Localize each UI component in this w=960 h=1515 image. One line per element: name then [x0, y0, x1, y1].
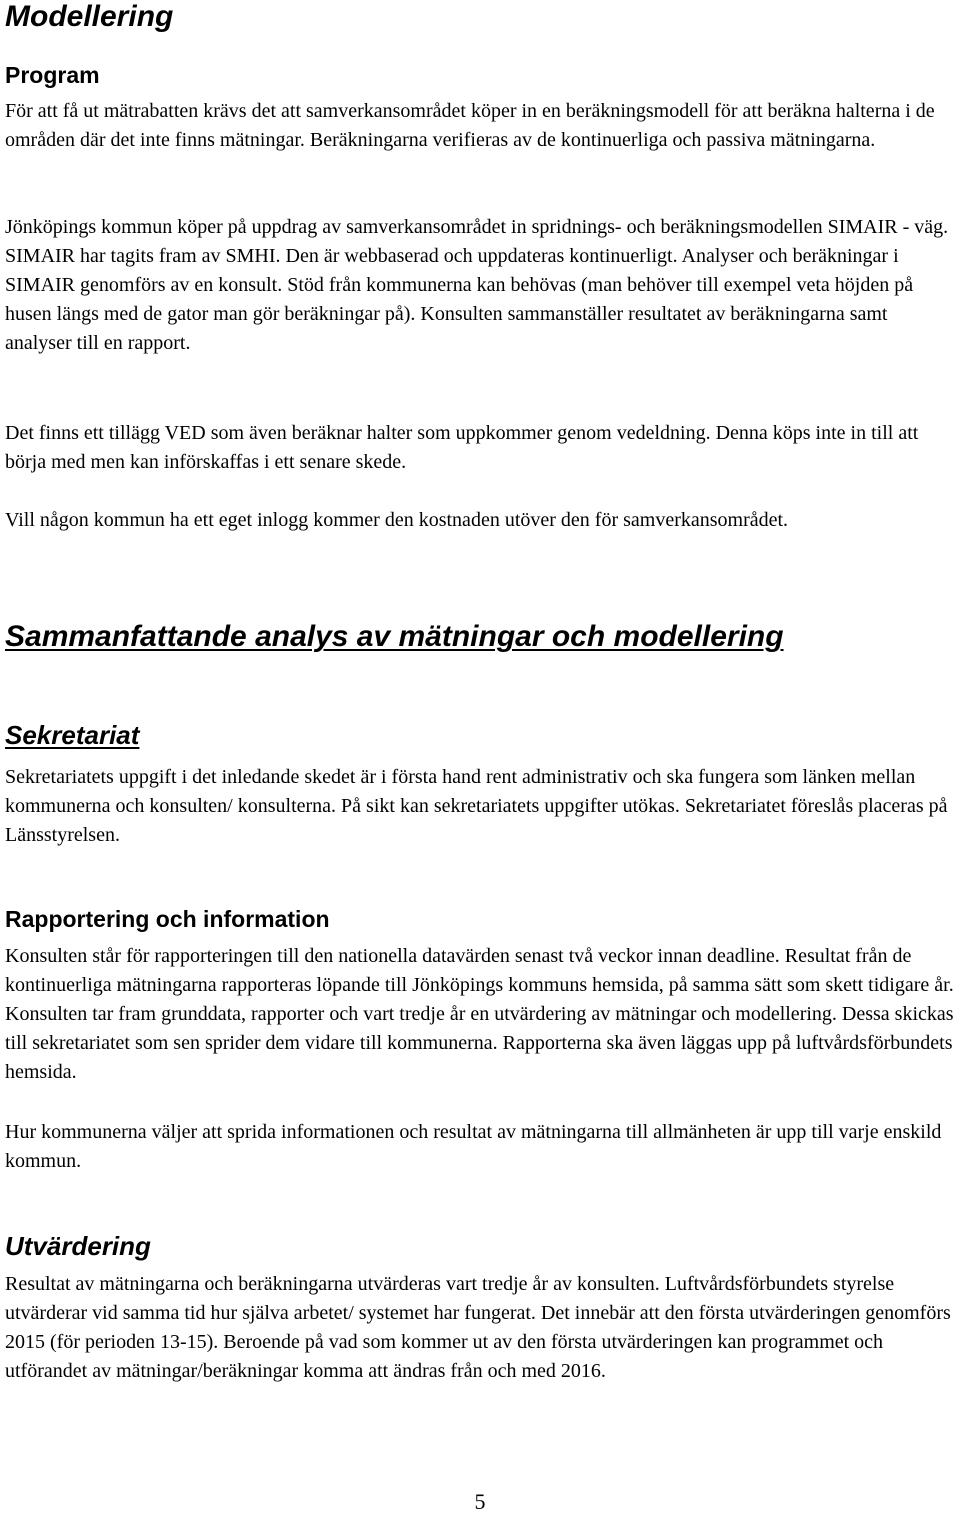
program-paragraph-4: Vill någon kommun ha ett eget inlogg kommer den kostnaden utöver den för samverkansområdet. [5, 509, 789, 531]
page-number: 5 [474, 1489, 486, 1514]
rapportering-paragraph-2: Hur kommunerna väljer att sprida informationen och resultat av mätningarna till allmänheten är upp till varje enskild kommun. [5, 1121, 942, 1172]
program-paragraph-3: Det finns ett tillägg VED som även beräknar halter som uppkommer genom vedeldning. Denna köps inte in till att börja med men kan införskaffas i ett senare skede. [5, 422, 919, 473]
sekretariat-paragraph: Sekretariatets uppgift i det inledande skedet är i första hand rent administrativ och ska fungera som länken mellan kommunerna och konsulten/ konsulterna. På sikt kan sekretariatets uppgifter utökas. Sekretariatet föreslås placeras på Länsstyrelsen. [5, 766, 948, 846]
heading-modellering: Modellering [5, 0, 174, 33]
rapportering-paragraph-1: Konsulten står för rapporteringen till den nationella datavärden senast två veckor innan deadline. Resultat från de kontinuerliga mätningarna rapporteras löpande till Jönköpings kommuns hemsida, på samma sätt som skett tidigare år. Konsulten tar fram grunddata, rapporter och vart tredje år en utvärdering av mätningar och modellering. Dessa skickas till sekretariatet som sen sprider dem vidare till kommunerna. Rapporterna ska även läggas upp på luftvårdsförbundets hemsida. [5, 945, 954, 1083]
heading-sekretariat: Sekretariat [5, 720, 140, 750]
heading-program: Program [5, 62, 100, 88]
program-paragraph-1: För att få ut mätrabatten krävs det att samverkansområdet köper in en beräkningsmodell för att beräkna halterna i de områden där det inte finns mätningar. Beräkningarna verifieras av de kontinuerliga och passiva mätningarna. [5, 100, 935, 151]
utvardering-paragraph: Resultat av mätningarna och beräkningarna utvärderas vart tredje år av konsulten. Luftvårdsförbundets styrelse utvärderar vid samma tid hur själva arbetet/ systemet har fungerat. Det innebär att den första utvärderingen genomförs 2015 (för perioden 13-15). Beroende på vad som kommer ut av den första utvärderingen kan programmet och utförandet av mätningar/beräkningar komma att ändras från och med 2016. [5, 1273, 951, 1382]
program-paragraph-2: Jönköpings kommun köper på uppdrag av samverkansområdet in spridnings- och beräkningsmodellen SIMAIR - väg. SIMAIR har tagits fram av SMHI. Den är webbaserad och uppdateras kontinuerligt. Analyser och beräkningar i SIMAIR genomförs av en konsult. Stöd från kommunerna kan behövas (man behöver till exempel veta höjden på husen längs med de gator man gör beräkningar på). Konsulten sammanställer resultatet av beräkningarna samt analyser till en rapport. [5, 216, 949, 354]
heading-sammanfattande: Sammanfattande analys av mätningar och modellering [5, 620, 784, 653]
heading-utvardering: Utvärdering [5, 1231, 151, 1261]
heading-rapportering: Rapportering och information [5, 906, 330, 932]
